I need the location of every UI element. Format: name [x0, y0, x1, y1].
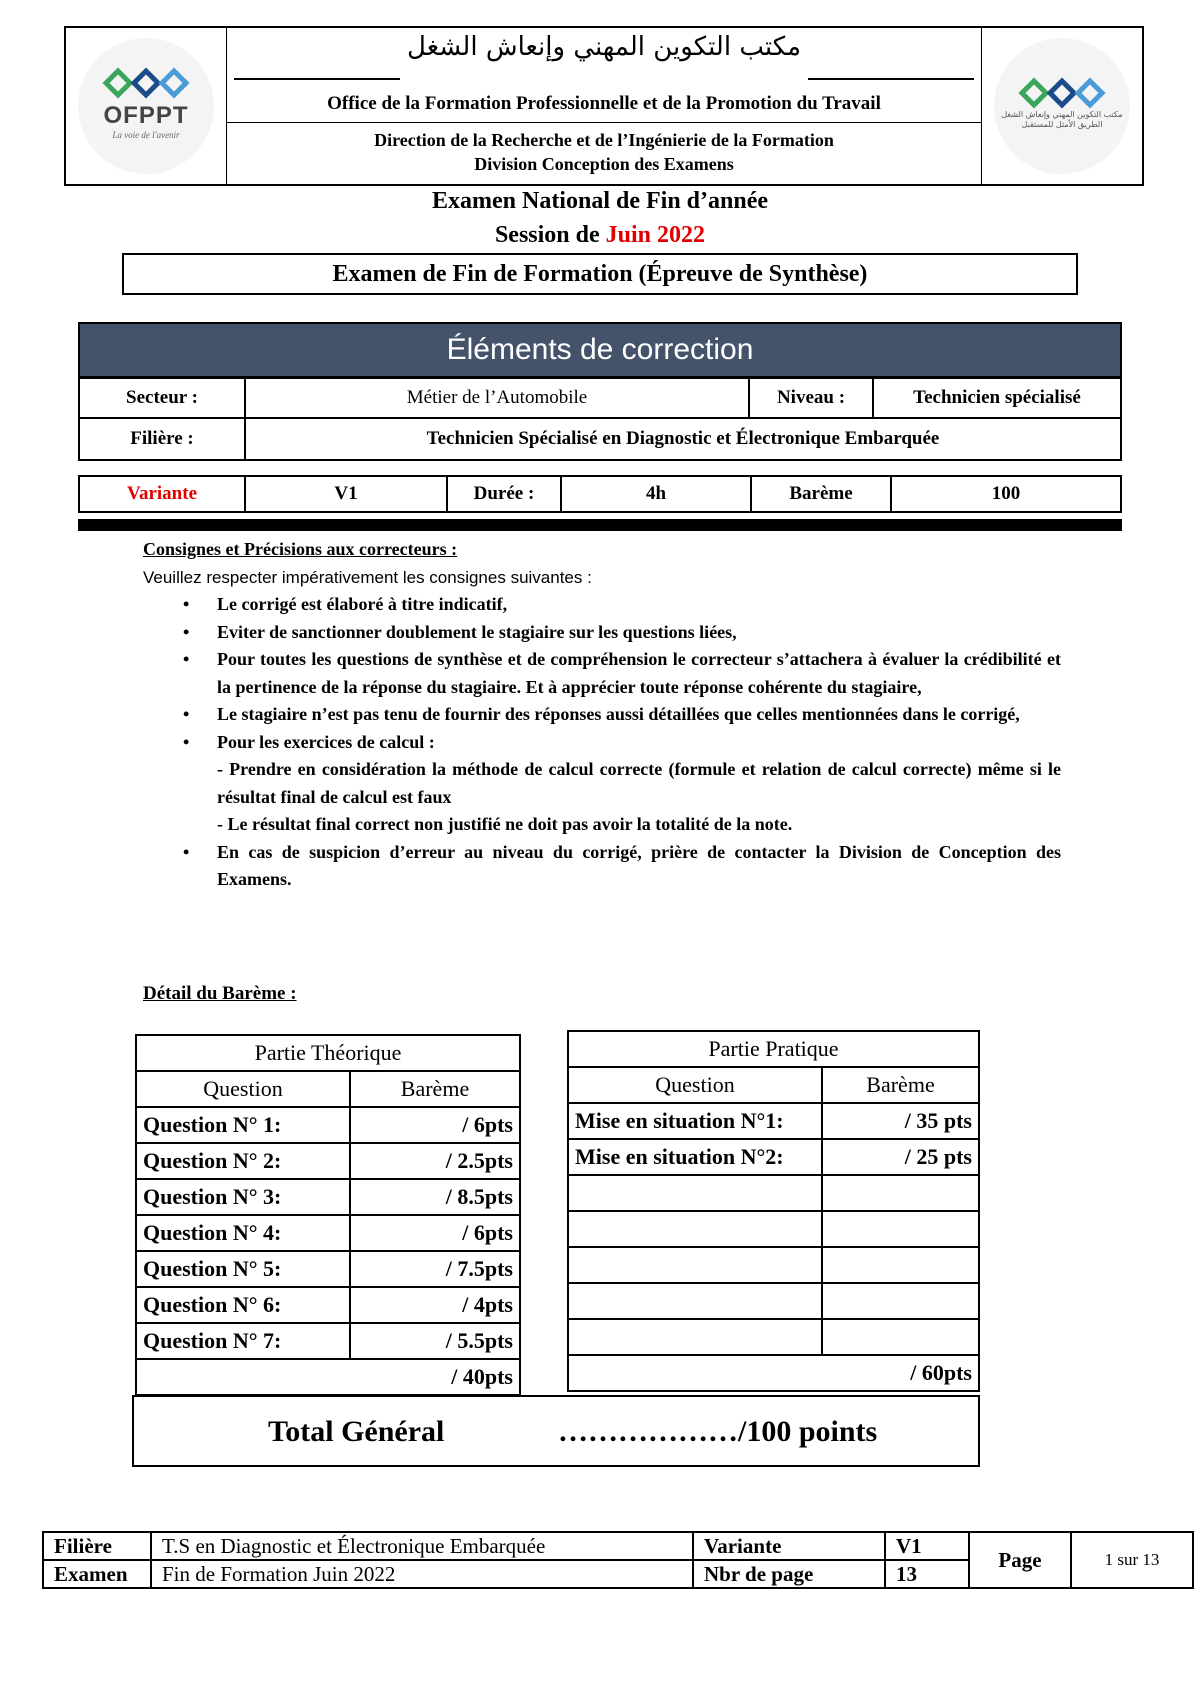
theorique-heading: Partie Théorique	[136, 1035, 520, 1071]
table-row-empty	[568, 1247, 979, 1283]
bareme-label: Barème	[751, 476, 891, 512]
logo-left-cell	[66, 28, 227, 184]
session-date: Juin 2022	[605, 222, 706, 248]
points-cell: / 7.5pts	[350, 1251, 520, 1287]
secteur-label: Secteur :	[79, 378, 245, 418]
footer-variante-value: V1	[885, 1532, 969, 1560]
niveau-value: Technicien spécialisé	[873, 378, 1121, 418]
points-cell: / 2.5pts	[350, 1143, 520, 1179]
table-row-empty	[568, 1175, 979, 1211]
footer-examen-value: Fin de Formation Juin 2022	[151, 1560, 693, 1588]
direction-line: Direction de la Recherche et de l’Ingénierie de la Formation	[374, 130, 834, 150]
list-item: • Pour toutes les questions de synthèse et de compréhension le correcteur s’attachera à évaluer la crédibilité et la pertinence de la réponse du stagiaire. Et à apprécier toute réponse cohérente du stagiaire,	[143, 646, 1061, 701]
calcul-sub-2: - Le résultat final correct non justifié ne doit pas avoir la totalité de la note.	[217, 814, 793, 834]
question-cell: Question N° 6:	[136, 1287, 350, 1323]
points-cell: / 25 pts	[822, 1139, 979, 1175]
duree-value: 4h	[561, 476, 751, 512]
footer-nbr-label: Nbr de page	[693, 1560, 885, 1588]
question-cell: Mise en situation N°1:	[568, 1103, 822, 1139]
variante-value: V1	[245, 476, 447, 512]
division-line: Division Conception des Examens	[474, 154, 734, 174]
question-cell: Question N° 2:	[136, 1143, 350, 1179]
calcul-sub-1: - Prendre en considération la méthode de calcul correcte (formule et relation de calcul correcte) même si le résultat final de calcul est faux	[217, 759, 1061, 807]
consignes-title: Consignes et Précisions aux correcteurs :	[143, 539, 458, 559]
sector-table	[78, 377, 1122, 461]
footer-examen-label: Examen	[43, 1560, 151, 1588]
points-cell: / 8.5pts	[350, 1179, 520, 1215]
col-question: Question	[568, 1067, 822, 1103]
points-cell: / 35 pts	[822, 1103, 979, 1139]
table-row	[136, 1287, 520, 1323]
table-row-empty	[568, 1319, 979, 1355]
footer-table	[42, 1531, 1194, 1589]
ofppt-mark-icon	[1020, 82, 1104, 104]
bareme-title: Détail du Barème :	[143, 983, 297, 1004]
table-row	[136, 1323, 520, 1359]
consignes-list	[143, 591, 1061, 894]
filiere-value: Technicien Spécialisé en Diagnostic et Électronique Embarquée	[245, 418, 1121, 460]
theorique-table	[135, 1034, 521, 1396]
ofppt-logo	[78, 38, 214, 174]
pratique-total: / 60pts	[568, 1355, 979, 1391]
list-item: • Eviter de sanctionner doublement le stagiaire sur les questions liées,	[143, 619, 1061, 647]
list-item: • Le stagiaire n’est pas tenu de fournir des réponses aussi détaillées que celles mentionnées dans le corrigé,	[143, 701, 1061, 729]
niveau-label: Niveau :	[749, 378, 873, 418]
col-bareme: Barème	[822, 1067, 979, 1103]
total-value: ………………/100 points	[558, 1415, 878, 1448]
office-name: Office de la Formation Professionnelle et de la Promotion du Travail	[226, 88, 982, 123]
list-item: • En cas de suspicion d’erreur au niveau du corrigé, prière de contacter la Division de Conception des Examens.	[143, 839, 1061, 894]
calcul-heading: Pour les exercices de calcul :	[217, 731, 435, 752]
col-bareme: Barème	[350, 1071, 520, 1107]
question-cell: Question N° 5:	[136, 1251, 350, 1287]
pratique-table	[567, 1030, 980, 1392]
total-general-box	[132, 1395, 980, 1467]
table-row	[136, 1179, 520, 1215]
variante-table	[78, 475, 1122, 513]
table-row-empty	[568, 1211, 979, 1247]
table-row	[136, 1143, 520, 1179]
correction-band: Éléments de correction	[78, 322, 1122, 378]
footer-filiere-value: T.S en Diagnostic et Électronique Embarquée	[151, 1532, 693, 1560]
title-rule-left	[234, 78, 400, 80]
ofppt-logo-arabic	[994, 38, 1130, 174]
bareme-value: 100	[891, 476, 1121, 512]
footer-nbr-value: 13	[885, 1560, 969, 1588]
table-row	[136, 1107, 520, 1143]
pratique-heading: Partie Pratique	[568, 1031, 979, 1067]
table-row	[568, 1139, 979, 1175]
col-question: Question	[136, 1071, 350, 1107]
footer-filiere-label: Filière	[43, 1532, 151, 1560]
exam-session	[0, 222, 1200, 249]
question-cell: Question N° 1:	[136, 1107, 350, 1143]
consignes-intro: Veuillez respecter impérativement les consignes suivantes :	[143, 567, 592, 587]
session-prefix: Session de	[494, 222, 606, 248]
footer-variante-label: Variante	[693, 1532, 885, 1560]
points-cell: / 6pts	[350, 1215, 520, 1251]
points-cell: / 6pts	[350, 1107, 520, 1143]
list-item: • Le corrigé est élaboré à titre indicatif,	[143, 591, 1061, 619]
points-cell: / 5.5pts	[350, 1323, 520, 1359]
logo-arabic-text: مكتب التكوين المهني وإنعاش الشغل الطريق الأمثل للمستقبل	[1001, 110, 1123, 129]
total-label: Total Général	[268, 1415, 445, 1448]
filiere-label: Filière :	[79, 418, 245, 460]
duree-label: Durée :	[447, 476, 561, 512]
table-row	[136, 1251, 520, 1287]
table-row	[568, 1103, 979, 1139]
logo-right-cell	[981, 28, 1142, 184]
direction-name	[226, 128, 982, 176]
footer-page-value: 1 sur 13	[1071, 1532, 1193, 1588]
header-center	[226, 28, 982, 184]
separator-bar	[78, 519, 1122, 531]
formation-title-box: Examen de Fin de Formation (Épreuve de Synthèse)	[122, 253, 1078, 295]
list-item-calcul	[143, 729, 1061, 839]
table-row-empty	[568, 1283, 979, 1319]
title-rule-right	[808, 78, 974, 80]
logo-tagline: La voie de l'avenir	[112, 130, 180, 140]
arabic-title: مكتب التكوين المهني وإنعاش الشغل	[407, 32, 801, 62]
table-row	[136, 1215, 520, 1251]
points-cell: / 4pts	[350, 1287, 520, 1323]
variante-label: Variante	[79, 476, 245, 512]
footer-page-label: Page	[969, 1532, 1071, 1588]
question-cell: Question N° 4:	[136, 1215, 350, 1251]
question-cell: Mise en situation N°2:	[568, 1139, 822, 1175]
ofppt-mark-icon	[104, 72, 188, 94]
document-header	[64, 26, 1144, 186]
exam-title: Examen National de Fin d’année	[431, 188, 769, 214]
question-cell: Question N° 7:	[136, 1323, 350, 1359]
consignes-section	[143, 536, 1061, 894]
question-cell: Question N° 3:	[136, 1179, 350, 1215]
secteur-value: Métier de l’Automobile	[245, 378, 749, 418]
theorique-total: / 40pts	[136, 1359, 520, 1395]
logo-name: OFPPT	[103, 102, 189, 129]
